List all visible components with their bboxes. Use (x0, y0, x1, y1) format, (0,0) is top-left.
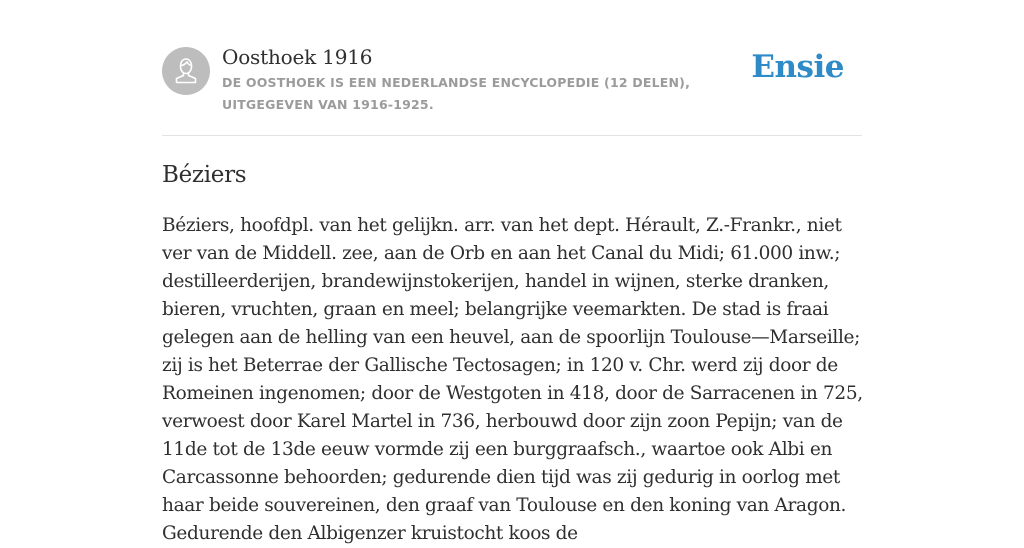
article-title: Béziers (162, 162, 247, 188)
source-description: DE OOSTHOEK IS EEN NEDERLANDSE ENCYCLOPEDIE (12 DELEN), UITGEGEVEN VAN 1916-1925. (222, 75, 691, 112)
user-icon (162, 47, 210, 95)
source-header (162, 0, 862, 136)
ensie-logo[interactable]: Ensie (751, 49, 844, 85)
article-body: Béziers, hoofdpl. van het gelijkn. arr. van het dept. Hérault, Z.-Frankr., niet ver van de Middell. zee, aan de Orb en aan het Canal du Midi; 61.000 inw.; destilleerderijen, brandewijnstokerijen, handel in wijnen, sterke dranken, bieren, vruchten, graan en meel; belangrijke veemarkten. De stad is fraai gelegen aan de helling van een heuvel, aan de spoorlijn Toulouse—Marseille; zij is het Beterrae der Gallische Tectosagen; in 120 v. Chr. werd zij door de Romeinen ingenomen; door de Westgoten in 418, door de Sarracenen in 725, verwoest door Karel Martel in 736, herbouwd door zijn zoon Pepijn; van de 11de tot de 13de eeuw vormde zij een burggraafsch., waartoe ook Albi en Carcassonne behoorden; gedurende dien tijd was zij gedurig in oorlog met haar beide souvereinen, den graaf van Toulouse en den koning van Aragon. Gedurende den Albigenzer kruistocht koos de (162, 215, 863, 544)
source-avatar[interactable] (162, 47, 210, 95)
source-title[interactable]: Oosthoek 1916 (222, 45, 373, 69)
article (162, 160, 867, 548)
